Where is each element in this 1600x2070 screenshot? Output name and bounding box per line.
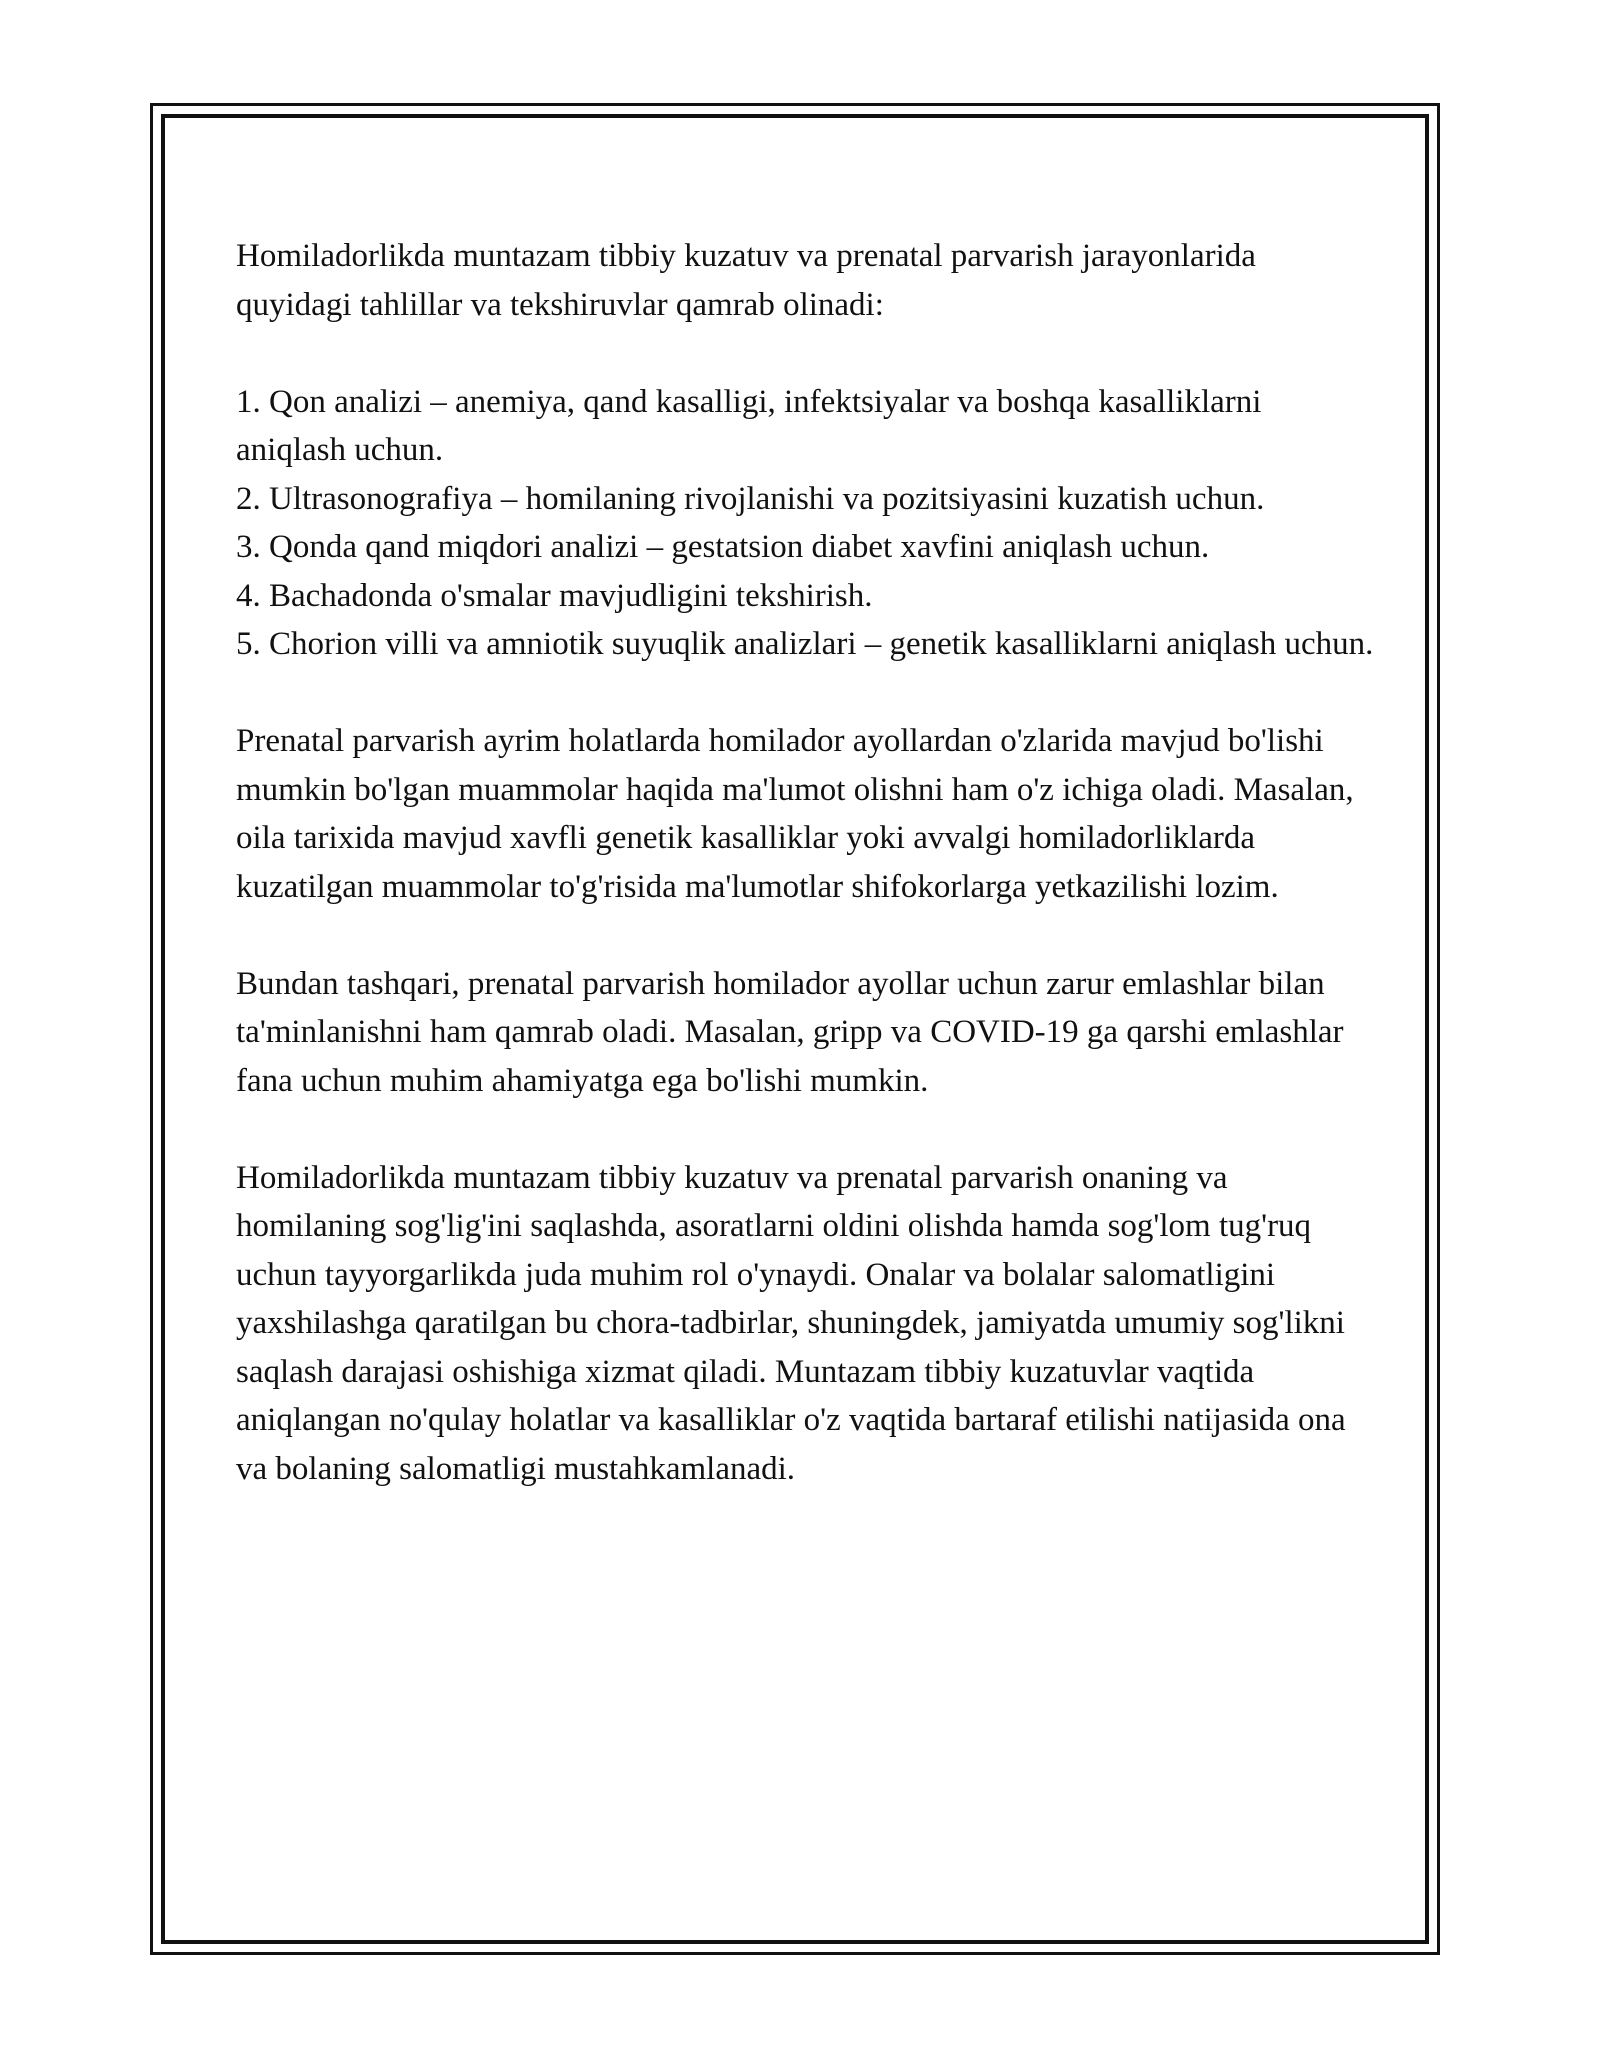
document-body (236, 232, 1376, 1542)
list-item: 2. Ultrasonografiya – homilaning rivojlanishi va pozitsiyasini kuzatish uchun. (236, 480, 1265, 517)
list-item: 3. Qonda qand miqdori analizi – gestatsion diabet xavfini aniqlash uchun. (236, 529, 1210, 565)
list-item: 4. Bachadonda o'smalar mavjudligini tekshirish. (236, 577, 873, 614)
paragraph-conclusion: Homiladorlikda muntazam tibbiy kuzatuv va prenatal parvarish onaning va homilaning sog'lig'ini saqlashda, asoratlarni oldini olishda hamda sog'lom tug'ruq uchun tayyorgarlikda juda muhim rol o'ynaydi. Onalar va bolalar salomatligini yaxshilashga qaratilgan bu chora-tadbirlar, shuningdek, jamiyatda umumiy sog'likni saqlash darajasi oshishiga xizmat qiladi. Muntazam tibbiy kuzatuvlar vaqtida aniqlangan no'qulay holatlar va kasalliklar o'z vaqtida bartaraf etilishi natijasida ona va bolaning salomatligi mustahkamlanadi. (236, 1159, 1346, 1487)
list-item: 5. Chorion villi va amniotik suyuqlik analizlari – genetik kasalliklarni aniqlash uchun. (236, 626, 1374, 662)
intro-paragraph: Homiladorlikda muntazam tibbiy kuzatuv va prenatal parvarish jarayonlarida quyidagi tahlillar va tekshiruvlar qamrab olinadi: (236, 238, 1256, 323)
analysis-list (236, 378, 1376, 669)
list-item: 1. Qon analizi – anemiya, qand kasalligi, infektsiyalar va boshqa kasalliklarni aniqlash uchun. (236, 383, 1262, 468)
paragraph-vaccination: Bundan tashqari, prenatal parvarish homilador ayollar uchun zarur emlashlar bilan ta'minlanishni ham qamrab oladi. Masalan, gripp va COVID-19 ga qarshi emlashlar fana uchun muhim ahamiyatga ega bo'lishi mumkin. (236, 965, 1344, 1099)
paragraph-medical-history: Prenatal parvarish ayrim holatlarda homilador ayollardan o'zlarida mavjud bo'lishi mumkin bo'lgan muammolar haqida ma'lumot olishni ham o'z ichiga oladi. Masalan, oila tarixida mavjud xavfli genetik kasalliklar yoki avvalgi homiladorliklarda kuzatilgan muammolar to'g'risida ma'lumotlar shifokorlarga yetkazilishi lozim. (236, 723, 1354, 905)
